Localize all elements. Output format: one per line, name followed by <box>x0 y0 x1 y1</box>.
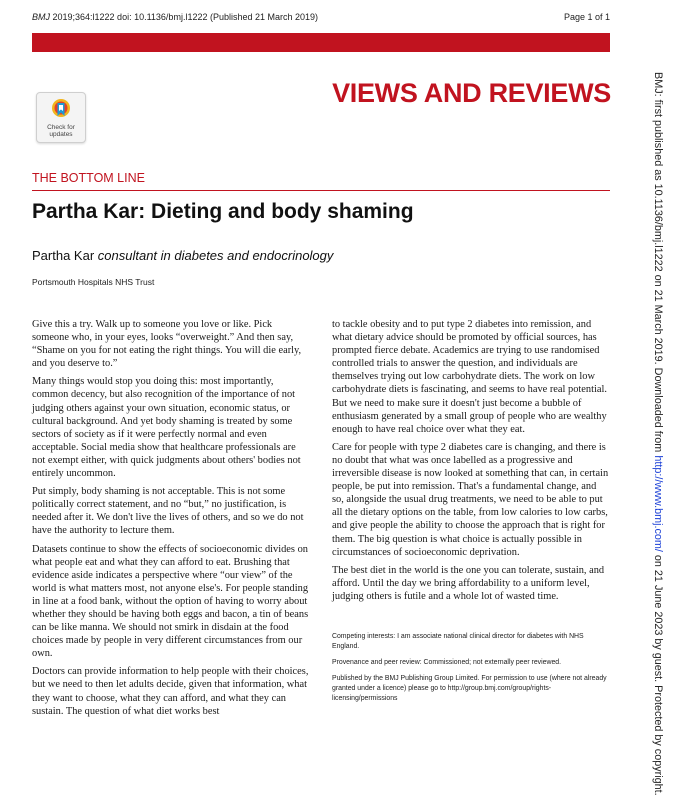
license-note: Published by the BMJ Publishing Group Limited. For permission to use (where not already granted under a licence) please go to http://group.bmj.com/group/rights-licensing/permissions <box>332 675 607 702</box>
paragraph: The best diet in the world is the one you can tolerate, sustain, and afford. Until the day we bring affordability to a uniform level, judging others is futile and a whole lot of wasted time. <box>332 564 605 602</box>
watermark-text-start: BMJ: first published as 10.1136/bmj.l1222 on 21 March 2019. Downloaded from <box>652 72 664 456</box>
byline <box>32 248 333 263</box>
provenance-note: Provenance and peer review: Commissioned; not externally peer reviewed. <box>332 659 562 666</box>
section-title: VIEWS AND REVIEWS <box>332 78 611 108</box>
author-role: consultant in diabetes and endocrinology <box>97 248 334 263</box>
badge-label-line1: Check for <box>47 124 75 131</box>
badge-label-line2: updates <box>49 131 73 138</box>
header-bar <box>32 33 610 52</box>
kicker: THE BOTTOM LINE <box>32 171 145 185</box>
author-name: Partha Kar <box>32 248 95 263</box>
paragraph: Datasets continue to show the effects of socioeconomic divides on what people eat and what they can afford to eat. Brushing that evidence aside indicates a perspective where “our view” of the world is what matters most, not anyone else's. For people standing in line at a food bank, without the option of having to worry about whether they should be having both eggs and bacon, a tin of beans can be like manna. We should not smirk in disdain at the food choices made by people in very different circumstances from our own. <box>32 543 309 660</box>
author-affiliation: Portsmouth Hospitals NHS Trust <box>32 277 155 287</box>
badge-label <box>37 124 85 138</box>
paragraph: Put simply, body shaming is not acceptable. This is not some politically correct statement, and no “but,” no justification, is needed after it. We don't live the lives of others, and so we do not have the authority to lecture them. <box>32 486 304 537</box>
kicker-divider <box>32 190 610 191</box>
body-column-right <box>332 318 610 608</box>
article-notes <box>332 632 612 710</box>
watermark-text-end: on 21 June 2023 by guest. Protected by copyright. <box>652 551 664 796</box>
paragraph: Care for people with type 2 diabetes care is changing, and there is no doubt that what was once labelled as a progressive and irreversible disease is now looked at something that can, in certain people, be put into remission. That's a fundamental change, and so, alongside the usual drug treatments, we need to be able to put all the dietary options on the table, from low calories to low carbs, and give people the ability to choose the approach that is right for them. The big question is what choice is actually possible in circumstances of socioeconomic deprivation. <box>332 441 609 558</box>
page-number: Page 1 of 1 <box>563 12 610 22</box>
paragraph: to tackle obesity and to put type 2 diabetes into remission, and what dietary advice should be promoted by official sources, has prompted fierce debate. Academics are trying to use randomised controlled trials to answer the question, and individuals are themselves trying out low carbohydrate diets. The work on low carbohydrate diets is fascinating, and seems to have real potential. But we need to make sure it doesn't just become a bubble of enthusiasm generated by a small group of people who are wealthy enough to have real choice over what they eat. <box>332 319 607 435</box>
competing-interests: Competing interests: I am associate national clinical director for diabetes with NHS England. <box>332 633 584 650</box>
paragraph: Give this a try. Walk up to someone you love or like. Pick someone who, in your eyes, looks “overweight.” And then say, “Shame on you for not eating the right things. You will die early, and you deserve to.” <box>32 319 302 370</box>
paragraph: Many things would stop you doing this: most importantly, common decency, but also recognition of the importance of not judging others against your own situation, economic status, or cultural background. And yet body shaming is treated by some sectors of society as if it were perfectly normal and even acceptable. Social media show that healthcare professionals are not exempt either, with quick judgments about others' bodies not entirely uncommon. <box>32 376 301 480</box>
download-watermark <box>652 72 664 796</box>
article-title: Partha Kar: Dieting and body shaming <box>32 200 414 223</box>
citation-text: 2019;364:l1222 doi: 10.1136/bmj.l1222 (Published 21 March 2019) <box>50 12 319 22</box>
body-column-left <box>32 318 310 723</box>
paragraph: Doctors can provide information to help people with their choices, but we need to then let adults decide, given that information, what they want to choose, what they can afford, and what they can sustain. The question of what diet works best <box>32 666 309 717</box>
bmj-link[interactable]: http://www.bmj.com/ <box>652 455 664 552</box>
bookmark-icon <box>51 98 71 122</box>
journal-name: BMJ <box>32 12 50 22</box>
check-for-updates-badge[interactable] <box>36 92 86 143</box>
citation-header <box>32 12 318 22</box>
